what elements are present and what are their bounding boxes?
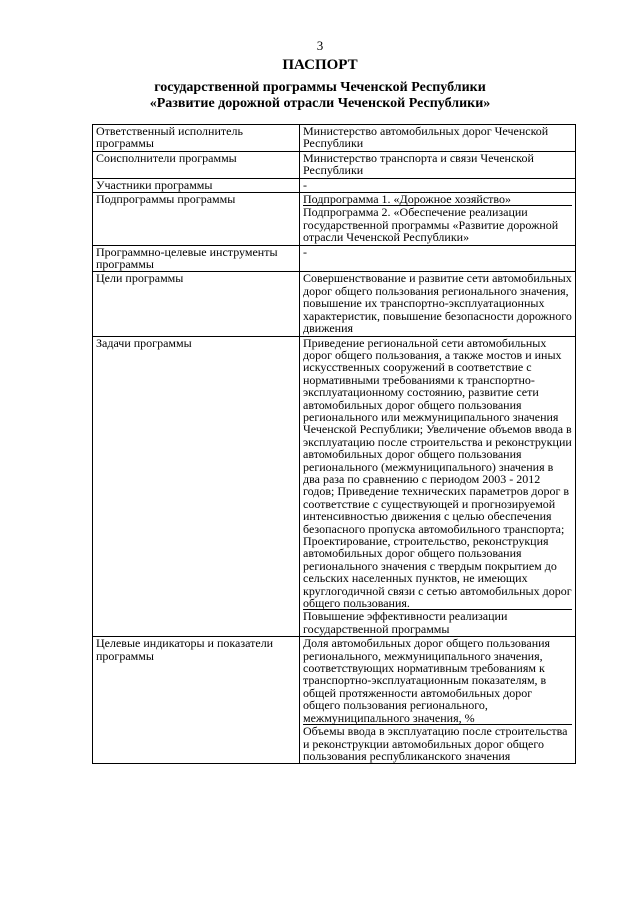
value-item: Объемы ввода в эксплуатацию после строительства и реконструкции автомобильных дорог общего пользования республиканского значения <box>303 724 568 763</box>
table-row-goals <box>93 272 576 336</box>
value-item: Повышение эффективности реализации государственной программы <box>303 609 508 636</box>
row-label: Подпрограммы программы <box>93 193 300 246</box>
table-row-instruments <box>93 245 576 272</box>
value-item: - <box>303 244 307 259</box>
row-label: Ответственный исполнитель программы <box>93 125 300 152</box>
row-value <box>300 637 576 764</box>
value-item: Приведение региональной сети автомобильных дорог общего пользования, а также мостов и иных искусственных сооружений в соответствие с нормативными требованиями к транспортно-эксплуатационному состоянию, развитие сети автомобильных дорог общего пользования регионального или межмуниципального значения Чеченской Республики; Увеличение объемов ввода в эксплуатацию после строительства и реконструкции автомобильных дорог общего пользования регионального (межмуниципального) значения в два раза по сравнению с периодом 2003 - 2012 годов; Приведение технических параметров дорог в соответствие с существующей и прогнозируемой интенсивностью движения с целью обеспечения безопасного пропуска автомобильного транспорта; Проектирование, строительство, реконструкция автомобильных дорог общего пользования регионального значения с твердым покрытием до сельских населенных пунктов, не имеющих круглогодичной связи с сетью автомобильных дорог общего пользования. <box>303 335 572 611</box>
row-value <box>300 272 576 336</box>
value-item: Министерство транспорта и связи Чеченской Республики <box>303 150 534 178</box>
table-row-coexecutors <box>93 151 576 178</box>
subtitle-line: государственной программы Чеченской Республики <box>154 80 486 95</box>
row-label: Задачи программы <box>93 336 300 637</box>
row-label: Целевые индикаторы и показатели программы <box>93 637 300 764</box>
table-row-responsible <box>93 125 576 152</box>
value-item: Министерство автомобильных дорог Чеченской Республики <box>303 124 549 151</box>
value-item: Подпрограмма 2. «Обеспечение реализации государственной программы «Развитие дорожной отрасли Чеченской Республики» <box>303 205 559 245</box>
table-row-tasks <box>93 336 576 637</box>
row-value <box>300 125 576 152</box>
table-row-subprograms <box>93 193 576 246</box>
document-title: ПАСПОРТ <box>282 57 358 73</box>
row-value <box>300 336 576 637</box>
subtitle-line: «Развитие дорожной отрасли Чеченской Республики» <box>149 96 491 111</box>
row-label: Соисполнители программы <box>93 151 300 178</box>
row-label: Программно-целевые инструменты программы <box>93 245 300 272</box>
row-label: Цели программы <box>93 272 300 336</box>
page-number: 3 <box>316 38 324 53</box>
row-value <box>300 193 576 246</box>
row-value <box>300 178 576 192</box>
value-item: Доля автомобильных дорог общего пользования регионального, межмуниципального значения, соответствующих нормативным требованиям к транспортно-эксплуатационным показателям, в общей протяженности автомобильных дорог общего пользования регионального, межмуниципального значения, % <box>303 637 572 725</box>
value-item: Совершенствование и развитие сети автомобильных дорог общего пользования регионального значения, повышение их транспортно-эксплуатационных характеристик, повышение безопасности дорожного движения <box>303 271 572 336</box>
table-row-participants <box>93 178 576 192</box>
document-subtitle <box>0 80 640 112</box>
value-item: - <box>303 177 307 192</box>
row-label: Участники программы <box>93 178 300 192</box>
row-value <box>300 151 576 178</box>
table-row-indicators <box>93 637 576 764</box>
row-value <box>300 245 576 272</box>
value-item: Подпрограмма 1. «Дорожное хозяйство» <box>303 193 572 206</box>
passport-table <box>92 124 576 764</box>
